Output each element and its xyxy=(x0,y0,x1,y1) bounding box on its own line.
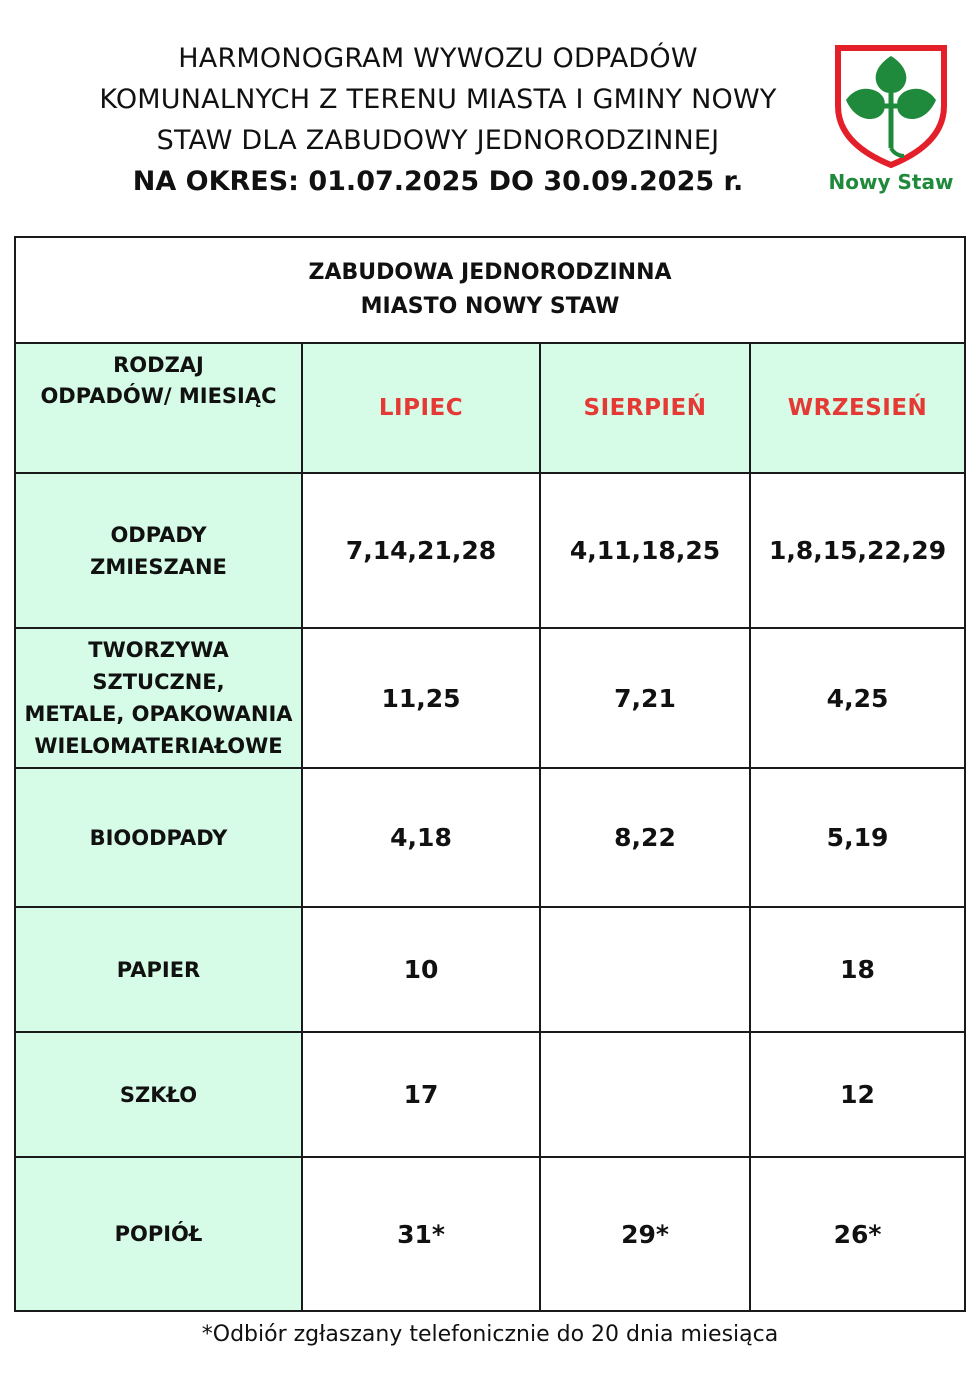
month-header-row xyxy=(15,343,965,473)
waste-type-label xyxy=(15,768,302,907)
waste-type-line: ODPADY xyxy=(110,522,207,547)
pickup-dates-july: 11,25 xyxy=(302,628,540,768)
pickup-dates-september: 26* xyxy=(750,1157,965,1311)
title-line-2: KOMUNALNYCH Z TERENU MIASTA I GMINY NOWY xyxy=(99,84,777,115)
waste-type-line: SZKŁO xyxy=(119,1082,198,1107)
table-title-cell xyxy=(15,237,965,343)
title-line-1: HARMONOGRAM WYWOZU ODPADÓW xyxy=(178,43,698,74)
month-header-september: WRZESIEŃ xyxy=(750,343,965,473)
pickup-dates-august xyxy=(540,907,750,1032)
logo-text: Nowy Staw xyxy=(828,170,954,194)
pickup-dates-july: 17 xyxy=(302,1032,540,1157)
waste-type-line: POPIÓŁ xyxy=(114,1222,203,1246)
waste-type-label xyxy=(15,907,302,1032)
nowy-staw-logo xyxy=(826,44,956,196)
pickup-dates-july: 31* xyxy=(302,1157,540,1311)
table-title-line-2: MIASTO NOWY STAW xyxy=(360,294,620,319)
corner-label-line-2: ODPADÓW/ MIESIĄC xyxy=(40,384,277,408)
table-row xyxy=(15,768,965,907)
waste-type-line: PAPIER xyxy=(116,957,201,982)
corner-label-cell xyxy=(15,343,302,473)
footnote: *Odbiór zgłaszany telefonicznie do 20 dnia miesiąca xyxy=(201,1322,779,1347)
waste-type-line: BIOODPADY xyxy=(89,825,228,850)
linden-leaf-cross-shield-icon xyxy=(834,44,948,168)
waste-type-line: WIELOMATERIAŁOWE xyxy=(34,734,283,758)
table-row xyxy=(15,1157,965,1311)
table-row xyxy=(15,473,965,628)
waste-type-line: METALE, OPAKOWANIA xyxy=(24,702,293,726)
document-header xyxy=(60,38,816,202)
table-title-line-1: ZABUDOWA JEDNORODZINNA xyxy=(308,260,672,285)
pickup-dates-july: 10 xyxy=(302,907,540,1032)
pickup-dates-july: 4,18 xyxy=(302,768,540,907)
pickup-dates-september: 18 xyxy=(750,907,965,1032)
table-row xyxy=(15,907,965,1032)
pickup-dates-september: 1,8,15,22,29 xyxy=(750,473,965,628)
pickup-dates-august: 8,22 xyxy=(540,768,750,907)
pickup-dates-september: 12 xyxy=(750,1032,965,1157)
pickup-dates-july: 7,14,21,28 xyxy=(302,473,540,628)
month-header-august: SIERPIEŃ xyxy=(540,343,750,473)
pickup-dates-august: 4,11,18,25 xyxy=(540,473,750,628)
waste-type-line: ZMIESZANE xyxy=(90,554,227,579)
month-header-july: LIPIEC xyxy=(302,343,540,473)
pickup-dates-september: 5,19 xyxy=(750,768,965,907)
table-row xyxy=(15,1032,965,1157)
waste-type-label xyxy=(15,473,302,628)
pickup-dates-september: 4,25 xyxy=(750,628,965,768)
waste-type-label xyxy=(15,1157,302,1311)
waste-schedule-table xyxy=(14,236,966,1312)
table-row xyxy=(15,628,965,768)
waste-type-line: TWORZYWA SZTUCZNE, xyxy=(88,638,229,694)
pickup-dates-august: 7,21 xyxy=(540,628,750,768)
pickup-dates-august: 29* xyxy=(540,1157,750,1311)
title-line-3: STAW DLA ZABUDOWY JEDNORODZINNEJ xyxy=(156,125,720,156)
corner-label-line-1: RODZAJ xyxy=(113,353,204,377)
waste-type-label xyxy=(15,628,302,768)
pickup-dates-august xyxy=(540,1032,750,1157)
waste-type-label xyxy=(15,1032,302,1157)
table-title-row xyxy=(15,237,965,343)
period-line: NA OKRES: 01.07.2025 DO 30.09.2025 r. xyxy=(132,166,744,197)
